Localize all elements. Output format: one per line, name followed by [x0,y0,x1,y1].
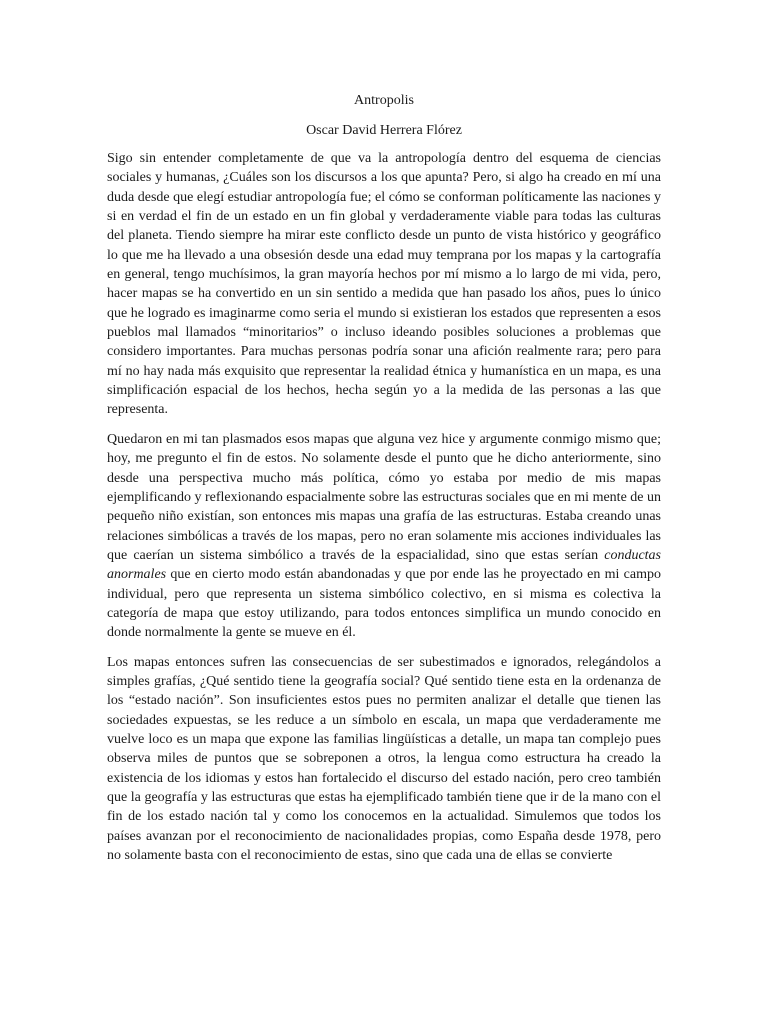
document-author: Oscar David Herrera Flórez [306,123,462,138]
document-title: Antropolis [354,93,414,108]
paragraph-2-italic-phrase: conductas anormales [107,547,661,583]
paragraph-2 [107,430,661,643]
paragraph-1: Sigo sin entender completamente de que va la antropología dentro del esquema de ciencias sociales y humanas, ¿Cuáles son los discursos a los que apunta? Pero, si algo ha creado en mí una duda desde que elegí estudiar antropología fue; el cómo se conforman políticamente las naciones y si en verdad el fin de un estado en un fin global y verdaderamente viable para todas las culturas del planeta. Tiendo siempre ha mirar este conflicto desde un punto de vista histórico y geográfico lo que me ha llevado a una obsesión desde una edad muy temprana por los mapas y la cartografía en general, tengo muchísimos, la gran mayoría hechos por mí mismo a lo largo de mi vida, pero, hacer mapas se ha convertido en un sin sentido a medida que han pasado los años, pues lo único que he logrado es imaginarme como seria el mundo si existieran los estados que representen a esos pueblos mal llamados “minoritarios” o incluso ideando posibles soluciones a problemas que considero importantes. Para muchas personas podría sonar una afición realmente rara; pero para mí no hay nada más exquisito que representar la realidad étnica y humanística en un mapa, es una simplificación espacial de los hechos, hecha según yo a la medida de las personas a las que representa. [107,151,661,418]
paragraph-2-text-after: que en cierto modo están abandonadas y que por ende las he proyectado en mi campo individual, pero que representa un sistema simbólico colectivo, en si misma es colectiva la categoría de mapa que estoy utilizando, para todos entonces simplifica un mundo conocido en donde normalmente la gente se mueve en él. [107,567,661,641]
paragraph-2-text-before: Quedaron en mi tan plasmados esos mapas que alguna vez hice y argumente conmigo mismo que; hoy, me pregunto el fin de estos. No solamente desde el punto que he dicho anteriormente, sino desde una perspectiva mucho más política, cómo yo estaba por medio de mis mapas ejemplificando y reflexionando espacialmente sobre las estructuras sociales que en mi mente de un pequeño niño existían, son entonces mis mapas una grafía de las estructuras. Estaba creando unas relaciones simbólicas a través de los mapas, pero no eran solamente mis acciones individuales las que caerían un sistema simbólico a través de la espacialidad, sino que estas serían [107,431,661,563]
paragraph-3: Los mapas entonces sufren las consecuencias de ser subestimados e ignorados, relegándolos a simples grafías, ¿Qué sentido tiene la geografía social? Qué sentido tiene esta en la ordenanza de los “estado nación”. Son insuficientes estos pues no permiten analizar el detalle que tienen las sociedades expuestas, se les reduce a un símbolo en escala, un mapa que verdaderamente me vuelve loco es un mapa que expone las familias lingüísticas a detalle, un mapa tan complejo pues observa miles de puntos que se sobreponen a otros, la lengua como estructura ha creado la existencia de los idiomas y estos han fortalecido el discurso del estado nación, pero creo también que la geografía y las estructuras que estas ha ejemplificado también tiene que ir de la mano con el fin de los estado nación tal y como los conocemos en la actualidad. Simulemos que todos los países avanzan por el reconocimiento de nacionalidades propias, como España desde 1978, pero no solamente basta con el reconocimiento de estas, sino que cada una de ellas se convierte [107,654,661,864]
document-page [107,91,661,865]
